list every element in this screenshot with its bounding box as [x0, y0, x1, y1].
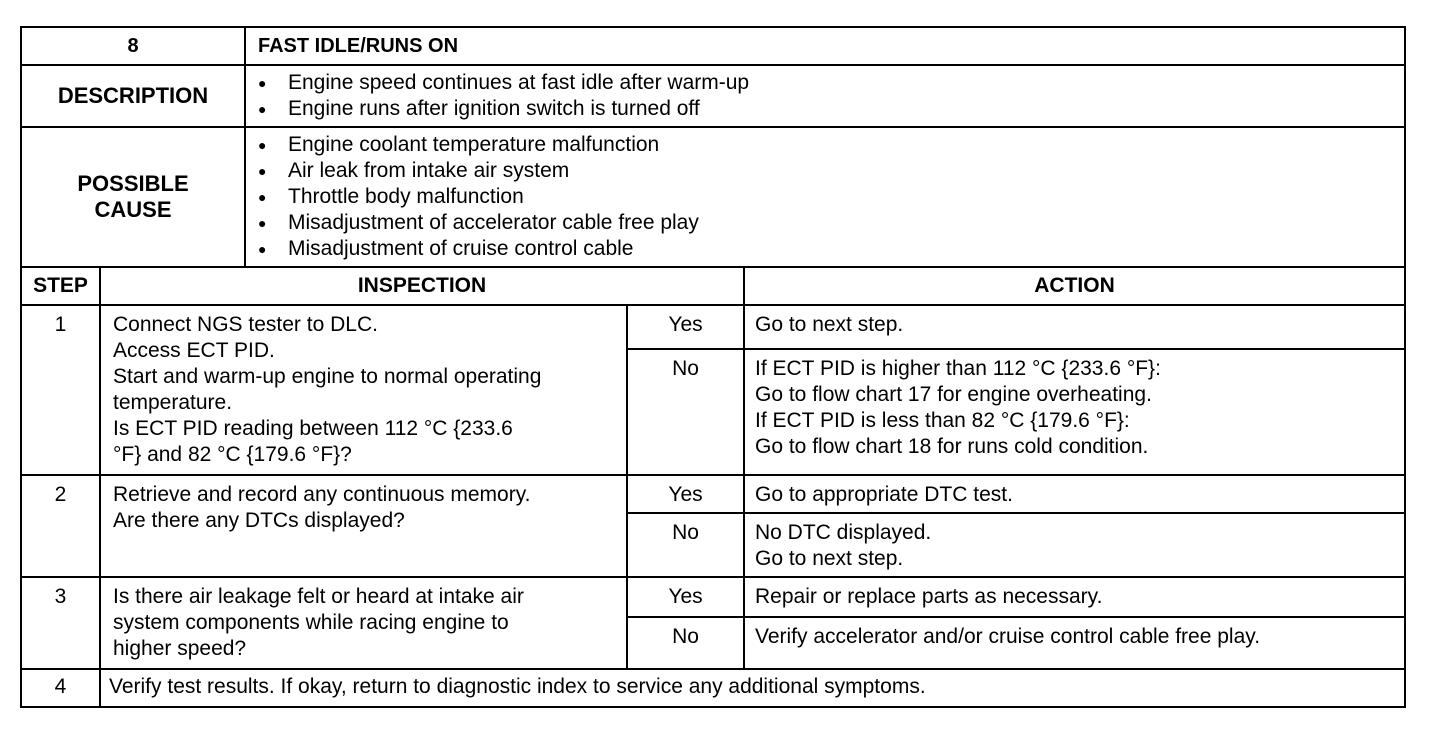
flowchart-title: FAST IDLE/RUNS ON — [245, 27, 1405, 65]
possible-cause-label-line: CAUSE — [94, 197, 172, 222]
action-line: If ECT PID is higher than 112 °C {233.6 °F}: — [755, 357, 1161, 380]
action-column-header: ACTION — [744, 267, 1405, 305]
cause-item: ● Throttle body malfunction — [258, 184, 1404, 210]
description-list — [246, 66, 1404, 126]
step-row — [21, 577, 1405, 617]
yes-action — [744, 577, 1405, 617]
diagnostic-table — [20, 26, 1406, 708]
cause-item: ● Misadjustment of accelerator cable free play — [258, 210, 1404, 236]
inspection-line: Connect NGS tester to DLC. — [113, 313, 378, 336]
action-line: Go to next step. — [755, 313, 904, 336]
possible-cause-label — [21, 127, 245, 267]
step-inspection — [100, 305, 627, 475]
inspection-line: Access ECT PID. — [113, 339, 275, 362]
action-line: Go to flow chart 18 for runs cold condition. — [755, 435, 1149, 458]
header-row — [21, 27, 1405, 65]
action-line: Go to flow chart 17 for engine overheating. — [755, 383, 1152, 406]
yes-action — [744, 475, 1405, 513]
no-action — [744, 513, 1405, 577]
possible-cause-list — [246, 128, 1404, 266]
step-number: 1 — [21, 305, 100, 475]
inspection-line: system components while racing engine to — [113, 611, 509, 634]
step-inspection: Verify test results. If okay, return to diagnostic index to service any additional symptoms. — [100, 669, 1405, 707]
action-line: Verify accelerator and/or cruise control cable free play. — [755, 625, 1261, 648]
cause-item: ● Misadjustment of cruise control cable — [258, 236, 1404, 262]
step-row — [21, 669, 1405, 707]
inspection-line: Start and warm-up engine to normal operating — [113, 365, 542, 388]
yes-label: Yes — [627, 577, 744, 617]
step-number: 2 — [21, 475, 100, 577]
cause-item: ● Air leak from intake air system — [258, 158, 1404, 184]
column-header-row — [21, 267, 1405, 305]
step-column-header: STEP — [21, 267, 100, 305]
no-label: No — [627, 617, 744, 669]
action-line: If ECT PID is less than 82 °C {179.6 °F}: — [755, 409, 1130, 432]
step-number: 4 — [21, 669, 100, 707]
action-line: No DTC displayed. — [755, 521, 932, 544]
possible-cause-label-line: POSSIBLE — [77, 171, 189, 196]
cause-item: ● Engine coolant temperature malfunction — [258, 132, 1404, 158]
yes-label: Yes — [627, 305, 744, 349]
description-content — [245, 65, 1405, 127]
inspection-line: temperature. — [113, 391, 233, 414]
step-number: 3 — [21, 577, 100, 669]
inspection-line: Is ECT PID reading between 112 °C {233.6 — [113, 417, 513, 440]
step-row — [21, 305, 1405, 349]
yes-action — [744, 305, 1405, 349]
inspection-line: °F} and 82 °C {179.6 °F}? — [113, 443, 352, 466]
no-action — [744, 349, 1405, 475]
step-inspection — [100, 475, 627, 577]
inspection-line: Are there any DTCs displayed? — [113, 509, 405, 532]
action-line: Go to appropriate DTC test. — [755, 483, 1013, 506]
step-row — [21, 475, 1405, 513]
inspection-line: Is there air leakage felt or heard at intake air — [113, 585, 524, 608]
inspection-column-header: INSPECTION — [100, 267, 744, 305]
yes-label: Yes — [627, 475, 744, 513]
action-line: Go to next step. — [755, 547, 904, 570]
description-label: DESCRIPTION — [21, 65, 245, 127]
description-row — [21, 65, 1405, 127]
no-label: No — [627, 349, 744, 475]
description-item: ● Engine speed continues at fast idle after warm-up — [258, 70, 1404, 96]
description-item: ● Engine runs after ignition switch is turned off — [258, 96, 1404, 122]
step-inspection — [100, 577, 627, 669]
inspection-line: higher speed? — [113, 637, 247, 660]
possible-cause-row — [21, 127, 1405, 267]
no-label: No — [627, 513, 744, 577]
possible-cause-content — [245, 127, 1405, 267]
no-action — [744, 617, 1405, 669]
action-line: Repair or replace parts as necessary. — [755, 585, 1103, 608]
flowchart-number: 8 — [21, 27, 245, 65]
inspection-line: Retrieve and record any continuous memory. — [113, 483, 531, 506]
